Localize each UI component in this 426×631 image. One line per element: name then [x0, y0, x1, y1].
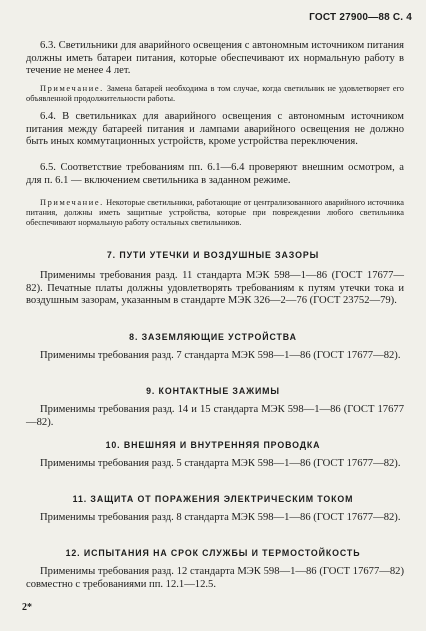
note-text: Некоторые светильники, работающие от централизованного аварийного источника питания, должны иметь защитные устройства, которые при повреждении любого светильника обеспечивают нормальную работу остальных светильников. [26, 198, 404, 227]
section-8-title: 8. ЗАЗЕМЛЯЮЩИЕ УСТРОЙСТВА [129, 332, 297, 342]
section-text: Применимы требования разд. 11 стандарта МЭК 598—1—86 (ГОСТ 17677—82). Печатные платы должны удовлетворять требованиям к путям утечки тока и воздушным зазорам, указанным в стандарте МЭК 326—2—76 (ГОСТ 23752—79). [26, 270, 404, 307]
paragraph-text: 6.4. В светильниках для аварийного освещения с автономным источником питания между батареей питания и лампами аварийного освещения не должно быть иных коммутационных устройств, кроме устройства переключения. [26, 111, 404, 148]
paragraph-6-4 [26, 111, 404, 149]
note-text: Замена батарей необходима в том случае, когда светильник не удовлетворяет его объявленной продолжительности работы. [26, 84, 404, 103]
note-1 [26, 84, 404, 104]
section-text: Применимы требования разд. 7 стандарта МЭК 598—1—86 (ГОСТ 17677—82). [40, 350, 401, 361]
note-lead: Примечание. [40, 84, 104, 93]
paragraph-text: 6.5. Соответствие требованиям пп. 6.1—6.4 проверяют внешним осмотром, а для п. 6.1 — включением светильника в заданном режиме. [26, 162, 404, 186]
section-text: Применимы требования разд. 12 стандарта МЭК 598—1—86 (ГОСТ 17677—82) совместно с требованиями пп. 12.1—12.5. [26, 566, 404, 590]
paragraph-6-3 [26, 40, 404, 78]
section-11-title: 11. ЗАЩИТА ОТ ПОРАЖЕНИЯ ЭЛЕКТРИЧЕСКИМ ТОКОМ [72, 494, 354, 504]
section-9-body [26, 404, 404, 429]
section-12-title: 12. ИСПЫТАНИЯ НА СРОК СЛУЖБЫ И ТЕРМОСТОЙКОСТЬ [65, 548, 361, 558]
section-10-title: 10. ВНЕШНЯЯ И ВНУТРЕННЯЯ ПРОВОДКА [105, 440, 321, 450]
section-8-body [26, 350, 404, 363]
section-12-body [26, 566, 404, 591]
page-footer-mark: 2* [22, 602, 32, 613]
note-2 [26, 198, 404, 228]
section-text: Применимы требования разд. 5 стандарта МЭК 598—1—86 (ГОСТ 17677—82). [40, 458, 401, 469]
paragraph-text: 6.3. Светильники для аварийного освещения с автономным источником питания должны иметь батареи питания, которые обеспечивают их нормальную работу в течение не менее 4 лет. [26, 40, 404, 77]
section-text: Применимы требования разд. 14 и 15 стандарта МЭК 598—1—86 (ГОСТ 17677—82). [26, 404, 404, 428]
page-header: ГОСТ 27900—88 С. 4 [309, 12, 412, 23]
section-text: Применимы требования разд. 8 стандарта МЭК 598—1—86 (ГОСТ 17677—82). [40, 512, 401, 523]
paragraph-6-5 [26, 162, 404, 187]
section-7-title: 7. ПУТИ УТЕЧКИ И ВОЗДУШНЫЕ ЗАЗОРЫ [106, 250, 320, 260]
section-11-body [26, 512, 404, 525]
section-10-body [26, 458, 404, 471]
note-lead: Примечание. [40, 198, 104, 207]
section-7-body [26, 270, 404, 308]
section-9-title: 9. КОНТАКТНЫЕ ЗАЖИМЫ [146, 386, 280, 396]
